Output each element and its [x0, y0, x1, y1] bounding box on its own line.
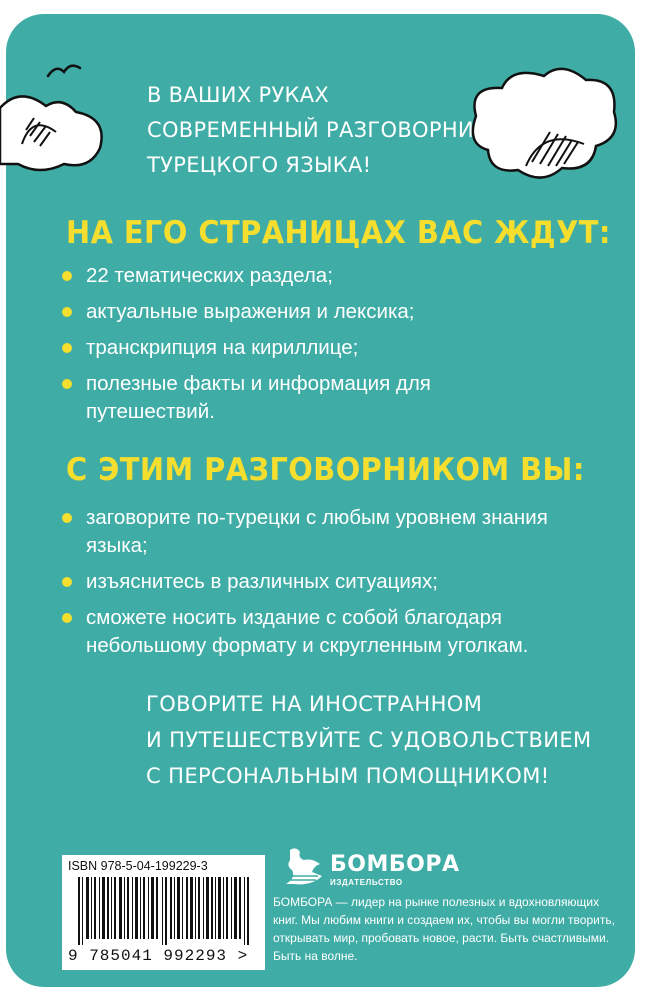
list-item	[62, 504, 566, 560]
isbn-text: ISBN 978-5-04-199229-3	[68, 859, 208, 873]
list-item-text: полезные факты и информация для путешествий.	[86, 372, 431, 423]
bullet-icon	[62, 513, 72, 523]
outro-line: ГОВОРИТЕ НА ИНОСТРАННОМ	[146, 692, 483, 716]
bullet-icon	[62, 613, 72, 623]
intro-text	[147, 78, 489, 183]
list-item-text: 22 тематических раздела;	[86, 264, 333, 287]
section1-list	[62, 262, 602, 434]
publisher-subtitle: ИЗДАТЕЛЬСТВО	[330, 878, 403, 887]
outro-line: С ПЕРСОНАЛЬНЫМ ПОМОЩНИКОМ!	[146, 764, 550, 788]
list-item	[62, 604, 626, 660]
section2-heading: С ЭТИМ РАЗГОВОРНИКОМ ВЫ:	[66, 452, 585, 488]
section2-list	[62, 504, 626, 668]
bird-icon	[46, 60, 82, 80]
list-item-text: транскрипция на кириллице;	[86, 336, 359, 359]
bullet-icon	[62, 343, 72, 353]
list-item	[62, 568, 566, 596]
bullet-icon	[62, 271, 72, 281]
publisher-name: БОМБОРА	[330, 852, 460, 877]
bullet-icon	[62, 379, 72, 389]
list-item	[62, 298, 602, 326]
outro-text	[146, 686, 592, 794]
bullet-icon	[62, 307, 72, 317]
list-item	[62, 334, 602, 362]
publisher-description: БОМБОРА — лидер на рынке полезных и вдохновляющих книг. Мы любим книги и создаем их, чтобы вы могли творить, открывать мир, пробовать новое, расти. Быть счастливыми. Быть на волне.	[273, 895, 615, 963]
barcode-panel	[62, 855, 265, 970]
intro-line: СОВРЕМЕННЫЙ РАЗГОВОРНИК	[147, 118, 490, 142]
list-item	[62, 262, 602, 290]
barcode-icon	[78, 877, 254, 945]
bullet-icon	[62, 577, 72, 587]
list-item	[62, 370, 486, 426]
bombora-logo-icon	[282, 846, 326, 888]
cloud-left-icon	[0, 78, 120, 178]
list-item-text: актуальные выражения и лексика;	[86, 300, 415, 323]
section1-heading: НА ЕГО СТРАНИЦАХ ВАС ЖДУТ:	[66, 215, 611, 251]
barcode-digits: 9 785041 992293 >	[68, 947, 249, 965]
intro-line: В ВАШИХ РУКАХ	[147, 83, 330, 107]
intro-line: ТУРЕЦКОГО ЯЗЫКА!	[147, 153, 372, 177]
list-item-text: заговорите по-турецки с любым уровнем знания языка;	[86, 506, 548, 557]
outro-line: И ПУТЕШЕСТВУЙТЕ С УДОВОЛЬСТВИЕМ	[146, 728, 592, 752]
list-item-text: изъяснитесь в различных ситуациях;	[86, 570, 438, 593]
list-item-text: сможете носить издание с собой благодаря небольшому формату и скругленным уголкам.	[86, 606, 529, 657]
